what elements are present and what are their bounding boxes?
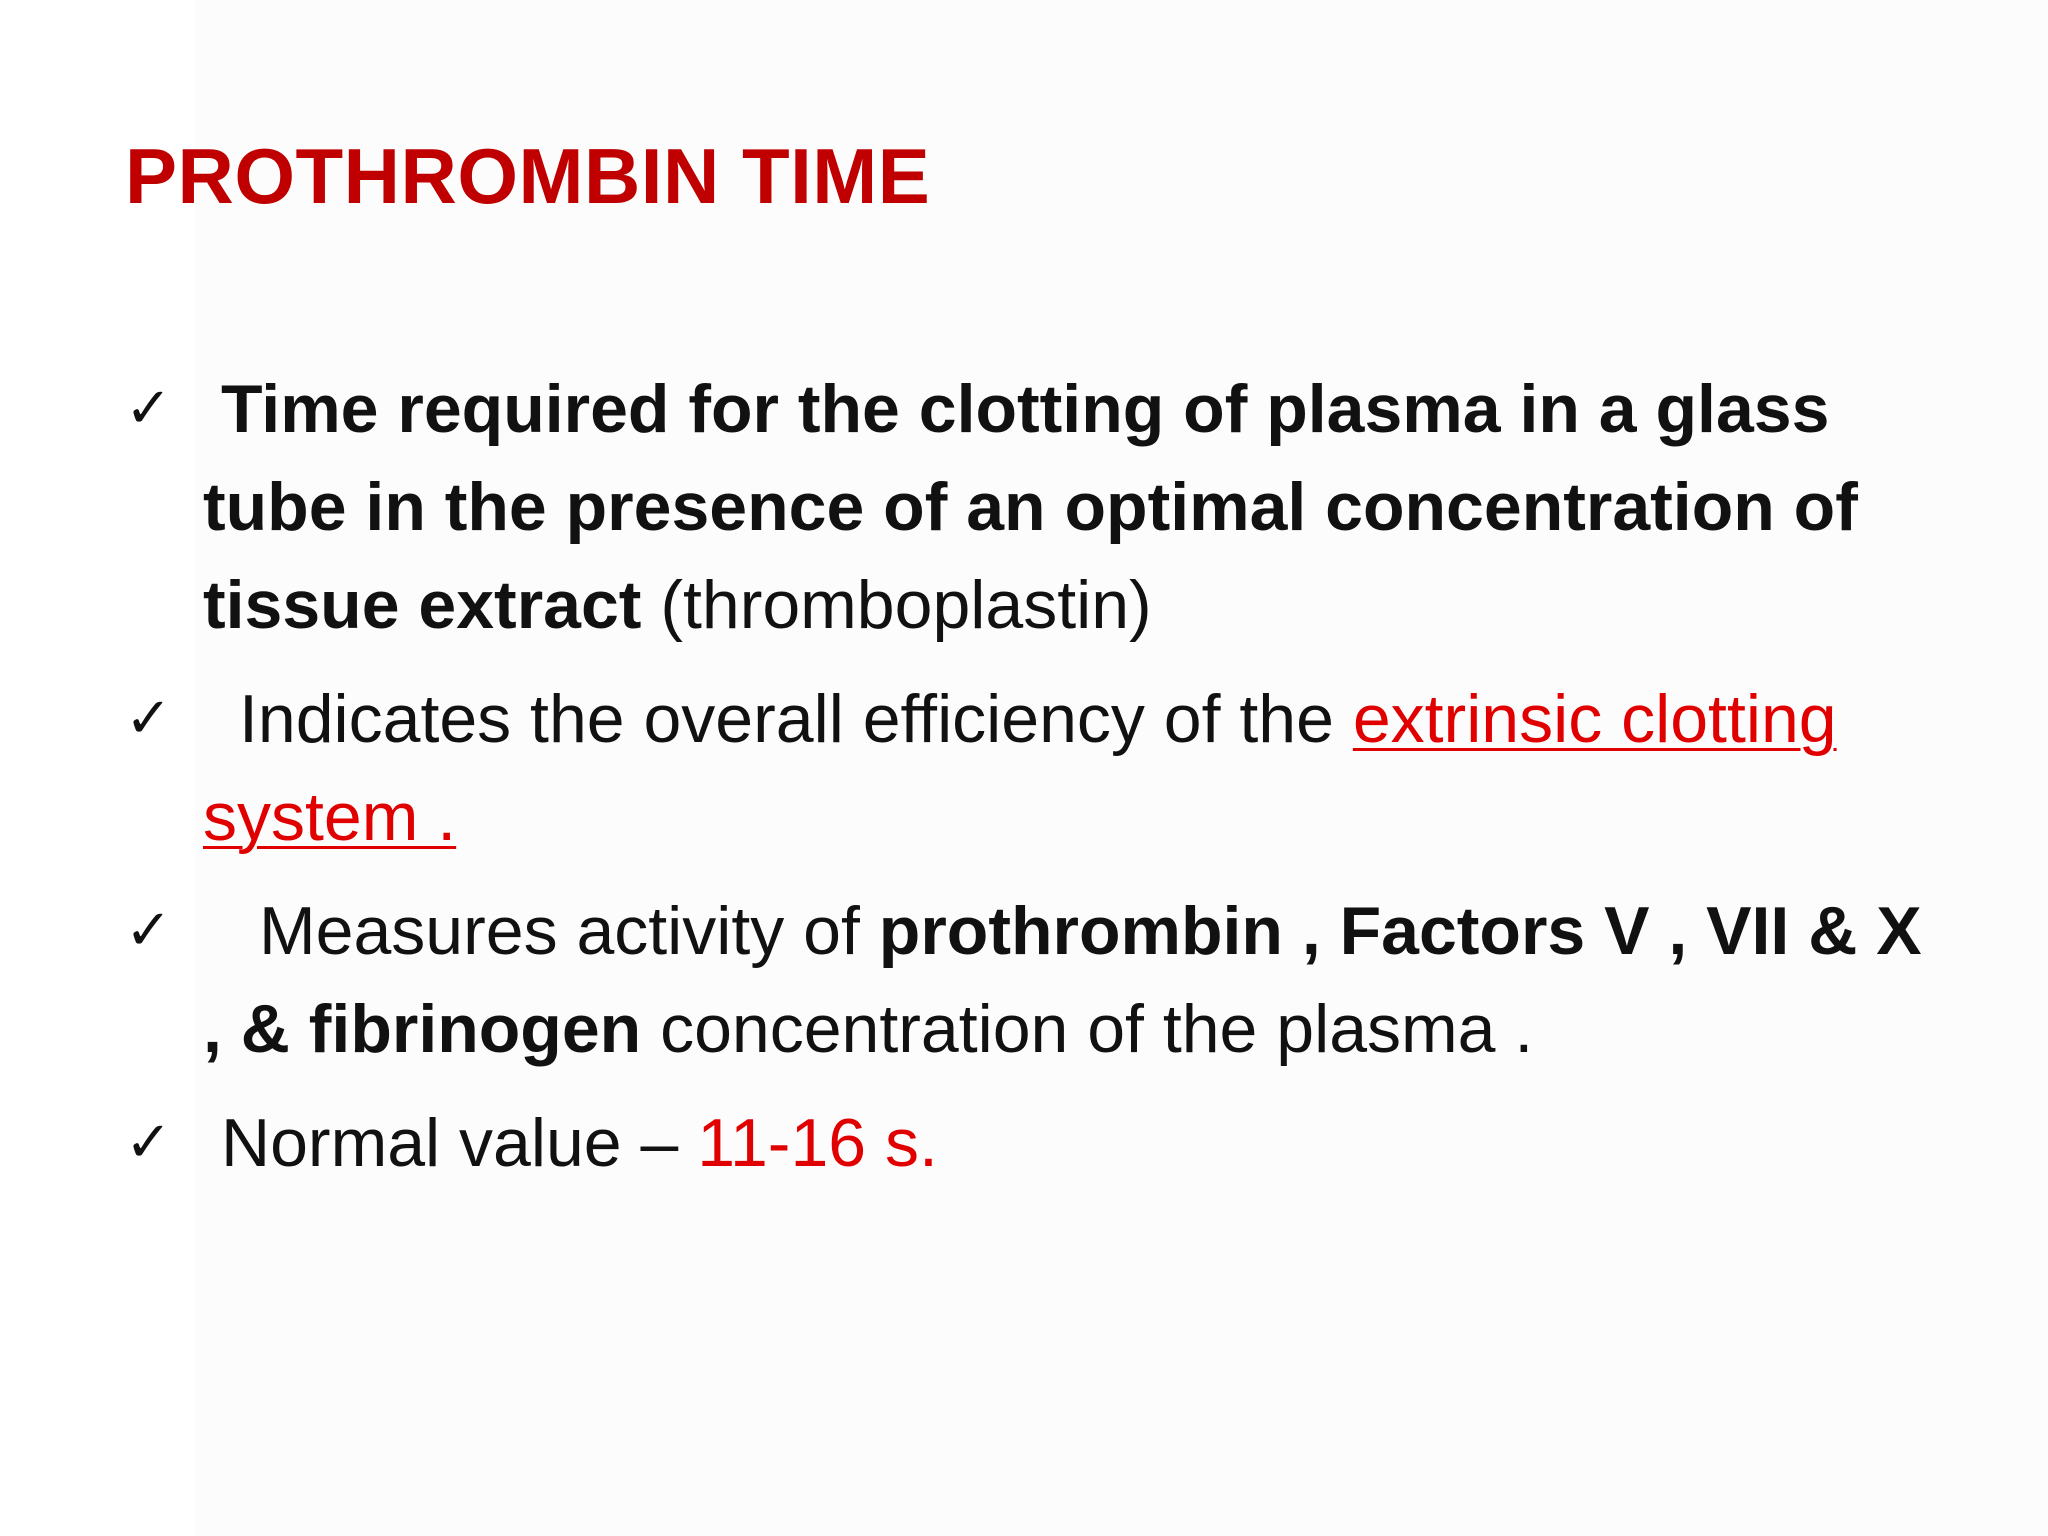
- bullet-item-normal-value: [125, 1094, 1945, 1192]
- normal-value-label: Normal value –: [221, 1105, 698, 1181]
- bullet-list: [125, 360, 1945, 1208]
- checkmark-icon: ✓: [125, 686, 172, 751]
- extrinsic-system-highlight: extrinsic clotting system .: [203, 681, 1837, 855]
- definition-normal-text: (thromboplastin): [641, 567, 1152, 643]
- definition-bold-text: Time required for the clotting of plasma in a glass tube in the presence of an optimal concentration of tissue extract: [203, 371, 1858, 643]
- checkmark-icon: ✓: [125, 898, 172, 963]
- measures-suffix-text: concentration of the plasma .: [641, 991, 1534, 1067]
- normal-value-highlight: 11-16 s.: [697, 1105, 938, 1181]
- bullet-item-definition: [125, 360, 1945, 654]
- bullet-item-efficiency: [125, 670, 1945, 866]
- efficiency-text: Indicates the overall efficiency of the: [239, 681, 1353, 757]
- slide-title: PROTHROMBIN TIME: [125, 132, 931, 220]
- measures-bold-text: prothrombin , Factors V , VII & X , & fibrinogen: [203, 893, 1922, 1067]
- checkmark-icon: ✓: [125, 1110, 172, 1175]
- checkmark-icon: ✓: [125, 376, 172, 441]
- measures-prefix-text: Measures activity of: [259, 893, 879, 969]
- bullet-item-measures: [125, 882, 1945, 1078]
